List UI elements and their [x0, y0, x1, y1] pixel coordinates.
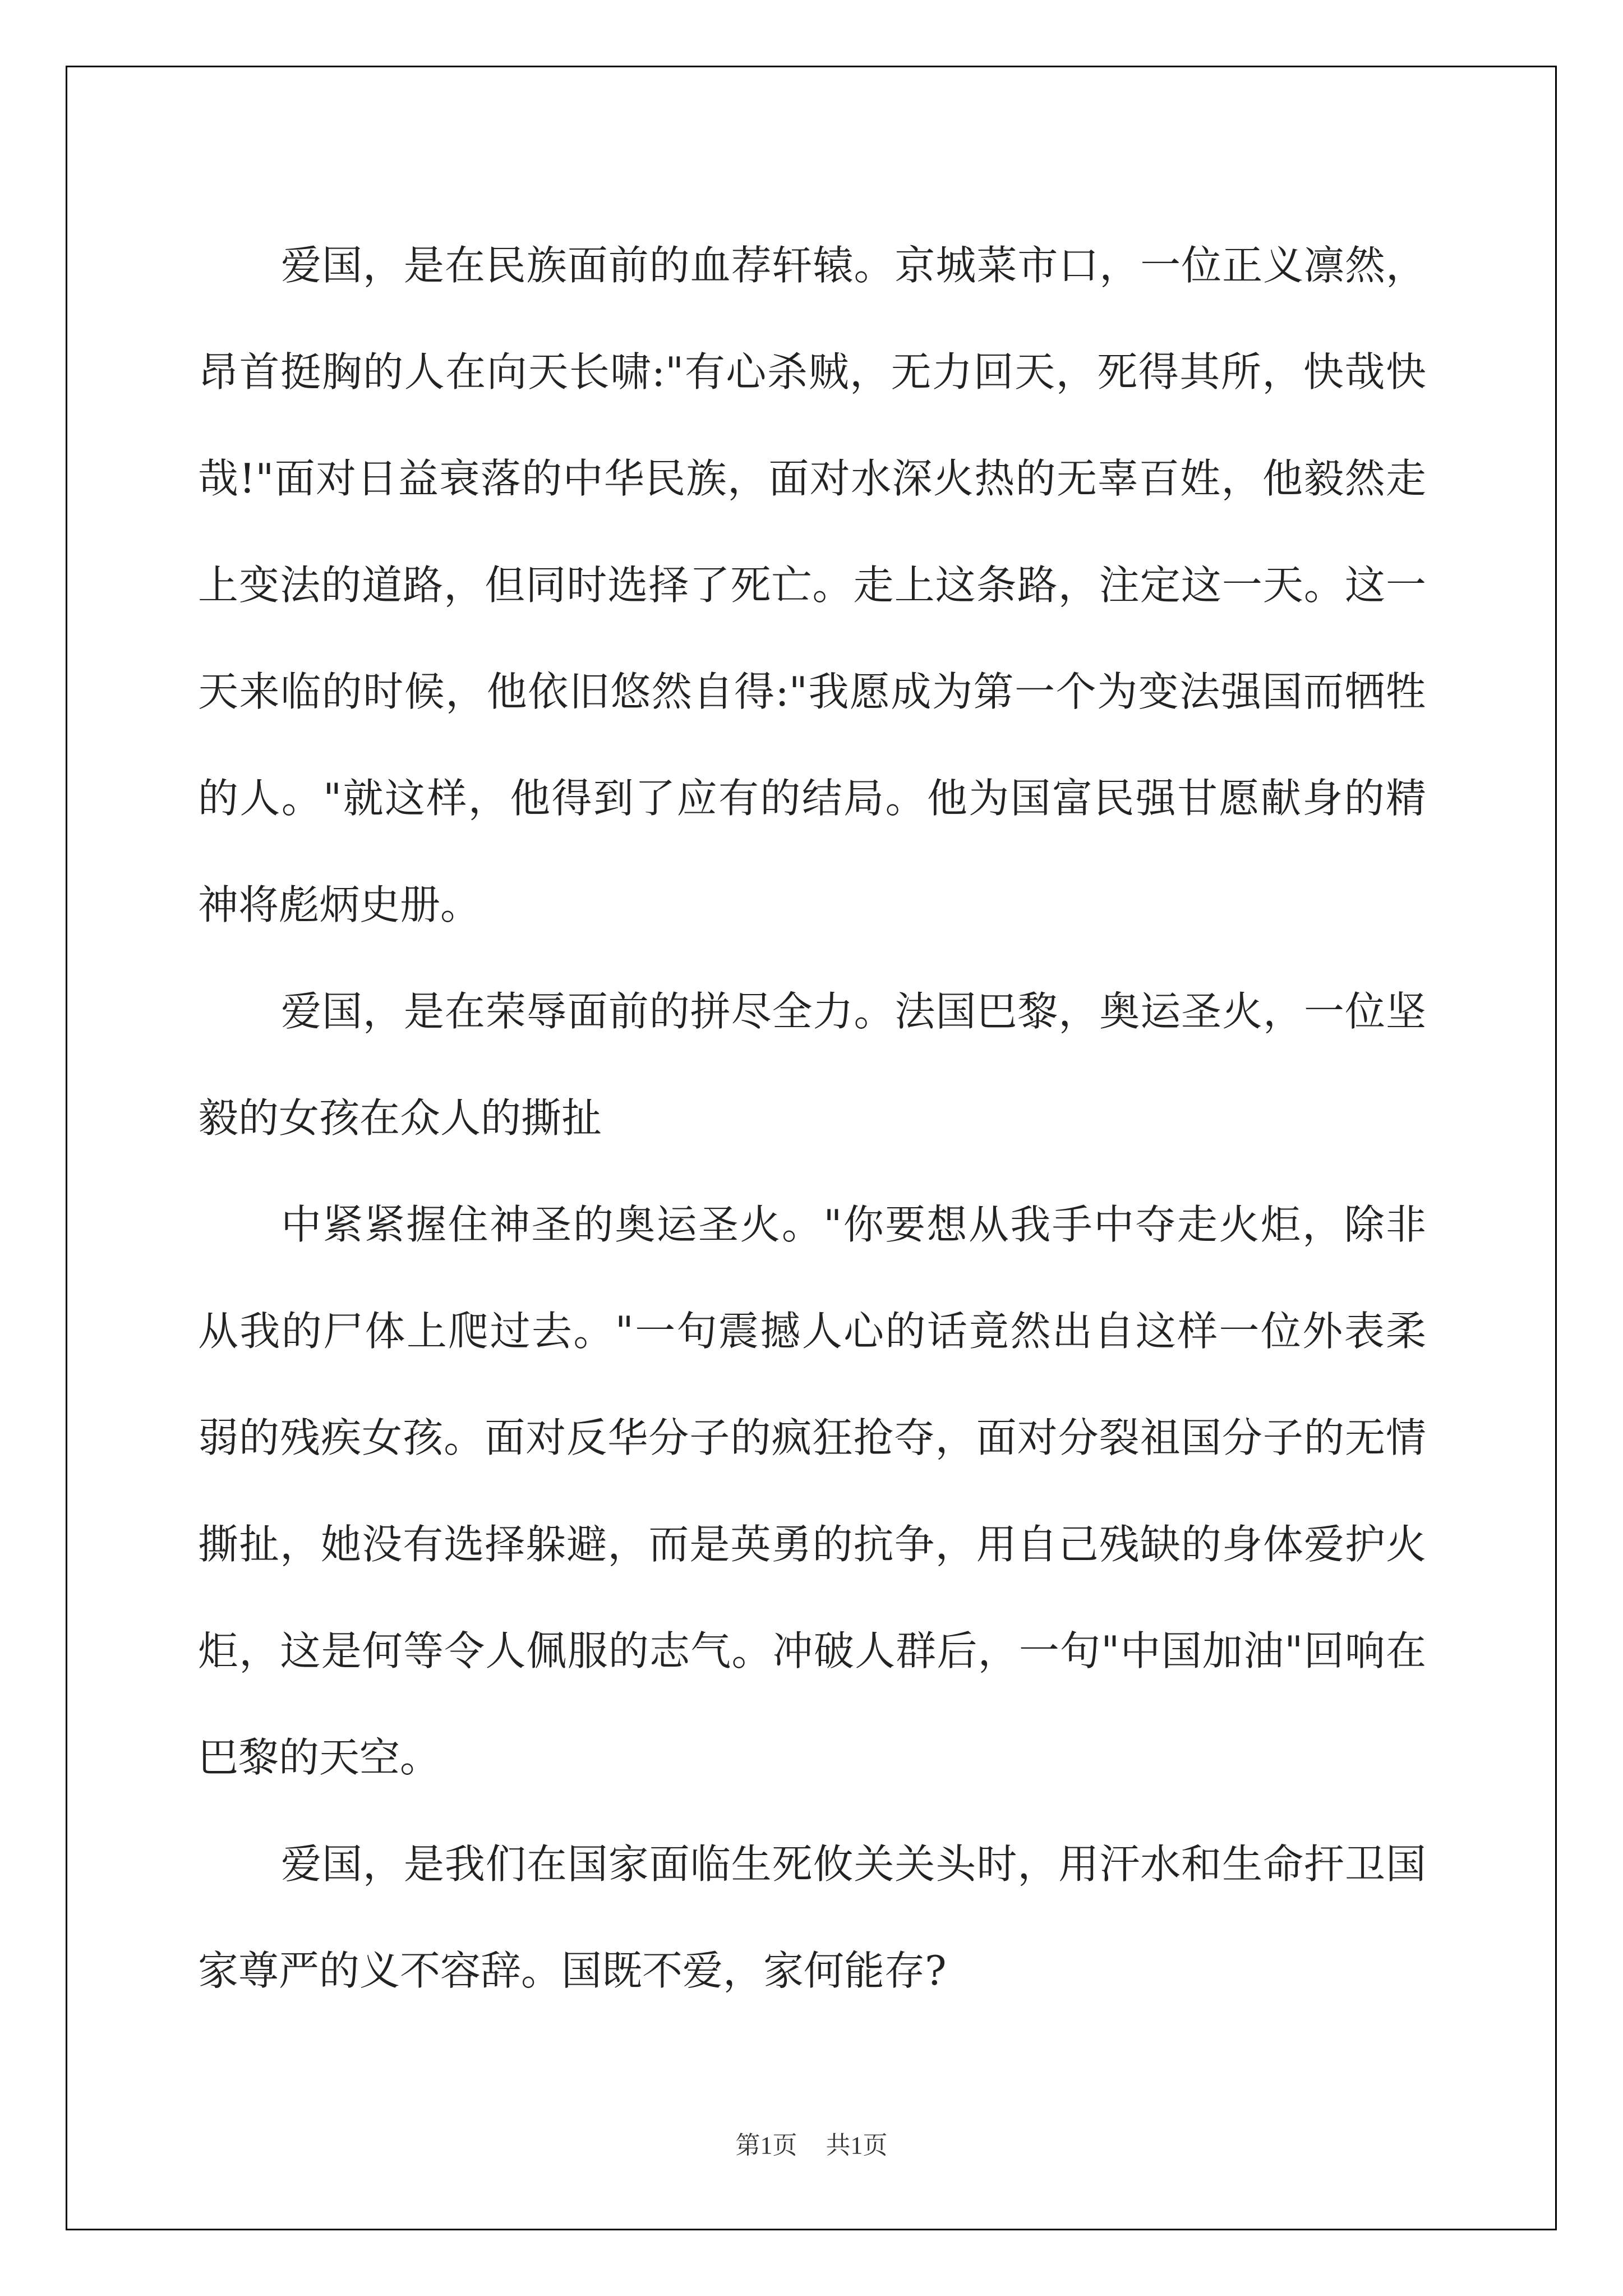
- paragraph: 爱国，是在荣辱面前的拼尽全力。法国巴黎，奥运圣火，一位坚毅的女孩在众人的撕扯: [198, 988, 1426, 1142]
- paragraph: 爱国，是在民族面前的血荐轩辕。京城菜市口，一位正义凛然，昂首挺胸的人在向天长啸:"有心杀贼，无力回天，死得其所，快哉快哉!"面对日益衰落的中华民族，面对水深火热的无辜百姓，他毅然走上变法的道路，但同时选择了死亡。走上这条路，注定这一天。这一天来临的时候，他依旧悠然自得:"我愿成为第一个为变法强国而牺牲的人。"就这样，他得到了应有的结局。他为国富民强甘愿献身的精神将彪炳史册。: [198, 242, 1426, 928]
- page-footer: [0, 2125, 1623, 2161]
- page-total: 共1页: [826, 2132, 888, 2159]
- document-body: [198, 212, 1426, 2024]
- paragraph: 中紧紧握住神圣的奥运圣火。"你要想从我手中夺走火炬，除非从我的尸体上爬过去。"一句震撼人心的话竟然出自这样一位外表柔弱的残疾女孩。面对反华分子的疯狂抢夺，面对分裂祖国分子的无情撕扯，她没有选择躲避，而是英勇的抗争，用自己残缺的身体爱护火炬，这是何等令人佩服的志气。冲破人群后，一句"中国加油"回响在巴黎的天空。: [198, 1201, 1426, 1781]
- paragraph: 爱国，是我们在国家面临生死攸关关头时，用汗水和生命扞卫国家尊严的义不容辞。国既不爱，家何能存?: [198, 1841, 1426, 1994]
- page-number: 第1页: [735, 2132, 797, 2159]
